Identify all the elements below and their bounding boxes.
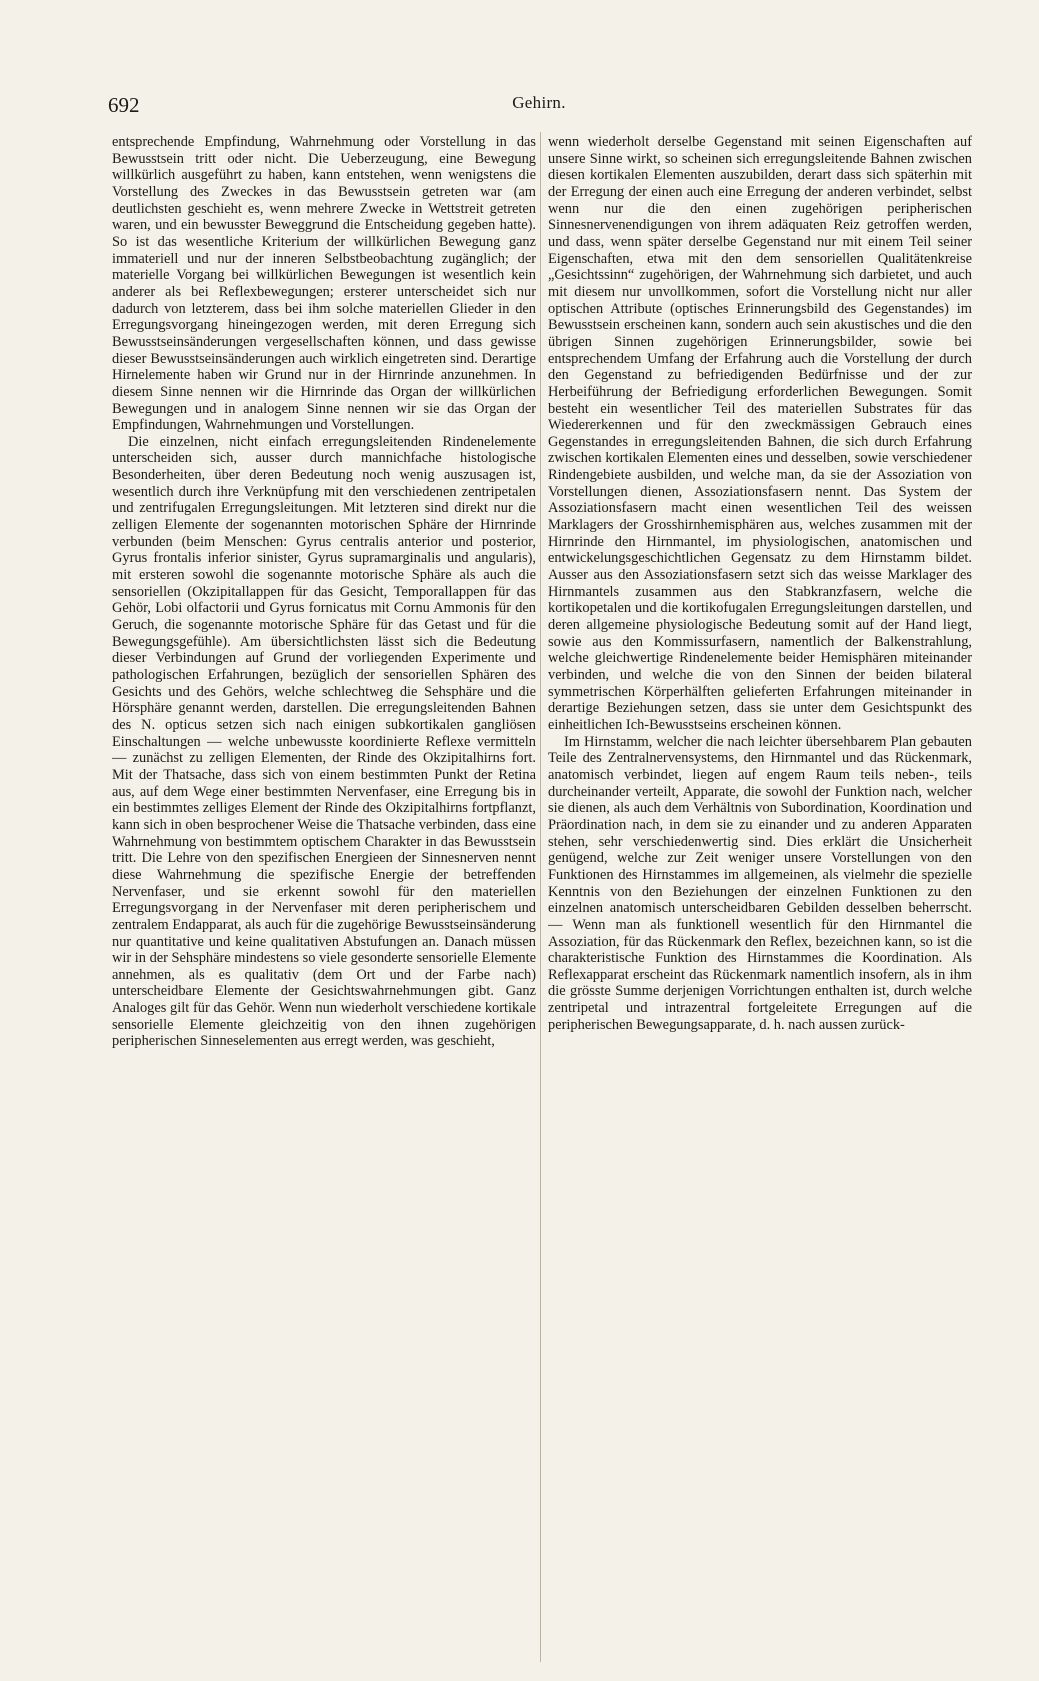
page-header — [108, 93, 970, 119]
page-number: 692 — [108, 93, 140, 117]
running-head: Gehirn. — [512, 93, 566, 112]
left-column — [112, 134, 536, 1664]
paragraph: entsprechende Empfindung, Wahrnehmung oder Vorstellung in das Bewusstsein tritt oder nicht. Die Ueberzeugung, eine Bewegung willkürlich ausgeführt zu haben, kann entstehen, wenn wenigstens die Vorstellung des Zweckes in das Bewusstsein getreten war (am deutlichsten geschieht es, wenn mehrere Zwecke in Wettstreit getreten waren, und ein bewusster Beweggrund die Entscheidung gegeben hatte). So ist das wesentliche Kriterium der willkürlichen Bewegung ganz immateriell und nur der inneren Selbstbeobachtung zugänglich; der materielle Vorgang bei willkürlichen Bewegungen ist wesentlich kein anderer als bei Reflexbewegungen; ersterer unterscheidet sich nur dadurch von letzterem, dass bei ihm solche materiellen Glieder in den Erregungsvorgang hineingezogen werden, mit deren Erregung sich Bewusstseinsänderungen vergesellschaften können, und dass gewisse dieser Bewusstseinsänderungen auch wirklich eingetreten sind. Derartige Hirnelemente haben wir Grund nur in der Hirnrinde anzunehmen. In diesem Sinne nennen wir die Hirnrinde das Organ der willkürlichen Bewegungen und in analogem Sinne nennen wir sie das Organ der Empfindungen, Wahrnehmungen und Vorstellungen. — [112, 134, 536, 434]
paragraph: Im Hirnstamm, welcher die nach leichter übersehbarem Plan gebauten Teile des Zentralnervensystems, den Hirnmantel und das Rückenmark, anatomisch verbindet, liegen auf engem Raum teils neben-, teils durcheinander verteilt, Apparate, die sowohl der Funktion nach, welcher sie dienen, als auch dem Verhältnis von Subordination, Koordination und Präordination nach, in dem sie zu einander und zu anderen Apparaten stehen, sehr verschiedenwertig sind. Dies erklärt die Unsicherheit genügend, welche zur Zeit weniger unsere Vorstellungen von den Funktionen des Hirnstammes im allgemeinen, als vielmehr die spezielle Kenntnis von den Beziehungen der einzelnen Funktionen zu den einzelnen anatomisch unterscheidbaren Gebilden desselben beherrscht. — Wenn man als funktionell wesentlich für den Hirnmantel die Assoziation, für das Rückenmark den Reflex, bezeichnen kann, so ist die charakteristische Funktion des Hirnstammes die Koordination. Als Reflexapparat erscheint das Rückenmark namentlich insofern, als in ihm die grösste Summe derjenigen Vorrichtungen enthalten ist, durch welche zentripetal und intrazentral fortgeleitete Erregungen auf die peripherischen Bewegungsapparate, d. h. nach aussen zurück- — [548, 733, 972, 1033]
paragraph: Die einzelnen, nicht einfach erregungsleitenden Rindenelemente unterscheiden sich, ausser durch mannichfache histologische Besonderheiten, über deren Bedeutung noch wenig auszusagen ist, wesentlich durch ihre Verknüpfung mit den verschiedenen zentripetalen und zentrifugalen Erregungsleitungen. Mit letzteren sind direkt nur die zelligen Elemente der sogenannten motorischen Sphäre der Hirnrinde verbunden (beim Menschen: Gyrus centralis anterior und posterior, Gyrus frontalis inferior sinister, Gyrus supramarginalis und angularis), mit ersteren sowohl die sogenannte motorische Sphäre als auch die sensoriellen (Okzipitallappen für das Gesicht, Temporallappen für das Gehör, Lobi olfactorii und Gyrus fornicatus mit Cornu Ammonis für den Geruch, die sogenannte motorische Sphäre für das Getast und für die Bewegungsgefühle). Am übersichtlichsten lässt sich die Bedeutung dieser Verbindungen auf Grund der vorliegenden Experimente und pathologischen Erfahrungen, bezüglich der sensoriellen Sphären des Gesichts und des Gehörs, welche schlechtweg die Sehsphäre und die Hörsphäre genannt werden, darstellen. Die erregungsleitenden Bahnen des N. opticus setzen sich nach einigen subkortikalen gangliösen Einschaltungen — welche unbewusste koordinierte Reflexe vermitteln — zunächst zu zelligen Elementen, der Rinde des Okzipitalhirns fort. Mit der Thatsache, dass sich von einem bestimmten Punkt der Retina aus, auf dem Wege einer bestimmten Nervenfaser, eine Erregung bis in ein bestimmtes zelliges Element der Rinde des Okzipitalhirns fortpflanzt, kann sich in oben besprochener Weise die Thatsache verbinden, dass eine Wahrnehmung von bestimmtem optischem Charakter in das Bewusstsein tritt. Die Lehre von den spezifischen Energieen der Sinnesnerven nennt diese Wahrnehmung die spezifische Energie der betreffenden Nervenfaser, und sie erkennt sowohl für den materiellen Erregungsvorgang in der Nervenfaser mit deren peripherischem und zentralem Endapparat, als auch für die zugehörige Bewusstseinsänderung nur quantitative und keine qualitativen Abstufungen an. Danach müssen wir in der Sehsphäre mindestens so viele gesonderte sensorielle Elemente annehmen, als es qualitativ (dem Ort und der Farbe nach) unterscheidbare Elemente der Gesichtswahrnehmungen gibt. Ganz Analoges gilt für das Gehör. Wenn nun wiederholt verschiedene kortikale sensorielle Elemente gleichzeitig von den ihnen zugehörigen peripherischen Sinneselementen aus erregt werden, was geschieht, — [112, 433, 536, 1050]
right-column — [548, 134, 972, 1664]
paragraph: wenn wiederholt derselbe Gegenstand mit seinen Eigenschaften auf unsere Sinne wirkt, so scheinen sich erregungsleitende Bahnen zwischen diesen kortikalen Elementen auszubilden, derart dass sich späterhin mit der Erregung der einen auch eine Erregung der anderen verbindet, selbst wenn nur die den einen zugehörigen peripherischen Sinnesnervenendigungen von ihrem adäquaten Reiz getroffen werden, und dass, wenn später derselbe Gegenstand nur mit einem Teil seiner Eigenschaften, etwa mit den dem sensoriellen Qualitätenkreise „Gesichtssinn“ zugehörigen, der Wahrnehmung sich darbietet, und auch mit diesem nur unvollkommen, sofort die Vorstellung nicht nur aller optischen Attribute (optisches Erinnerungsbild des Gegenstandes) im Bewusstsein erscheinen kann, sondern auch sein akustisches und die den übrigen Sinnen zugehörigen Erinnerungsbilder, sowie bei entsprechendem Umfang der Erfahrung auch die Vorstellung der durch den Gegenstand zu befriedigenden Bedürfnisse und der zur Herbeiführung der Befriedigung erforderlichen Bewegungen. Somit besteht ein wesentlicher Teil des materiellen Substrates für das Wiedererkennen und für den zweckmässigen Gebrauch eines Gegenstandes in erregungsleitenden Bahnen, die sich durch Erfahrung zwischen kortikalen Elementen eines und desselben, sowie verschiedener Rindengebiete ausbilden, und welche man, da sie der Assoziation von Vorstellungen dienen, Assoziationsfasern nennt. Das System der Assoziationsfasern macht einen wesentlichen Teil des weissen Marklagers der Grosshirnhemisphären aus, welches zusammen mit der Hirnrinde den Hirnmantel, im physiologischen, anatomischen und entwickelungsgeschichtlichen Gegensatz zu dem Hirnstamm bildet. Ausser aus den Assoziationsfasern setzt sich das weisse Marklager des Hirnmantels zusammen aus den Stabkranzfasern, welche die kortikopetalen und die kortikofugalen Erregungsleitungen darstellen, und deren allgemeine physiologische Bedeutung somit auf der Hand liegt, sowie aus den Kommissurfasern, namentlich der Balkenstrahlung, welche gleichwertige Rindenelemente beider Hemisphären miteinander verbinden, und welche die von den Sinnen der beiden bilateral symmetrischen Körperhälften gelieferten Erfahrungen miteinander in derartige Beziehungen setzen, dass sie unter dem Gesichtspunkt des einheitlichen Ich-Bewusstseins erscheinen können. — [548, 134, 972, 733]
column-divider — [540, 132, 541, 1662]
